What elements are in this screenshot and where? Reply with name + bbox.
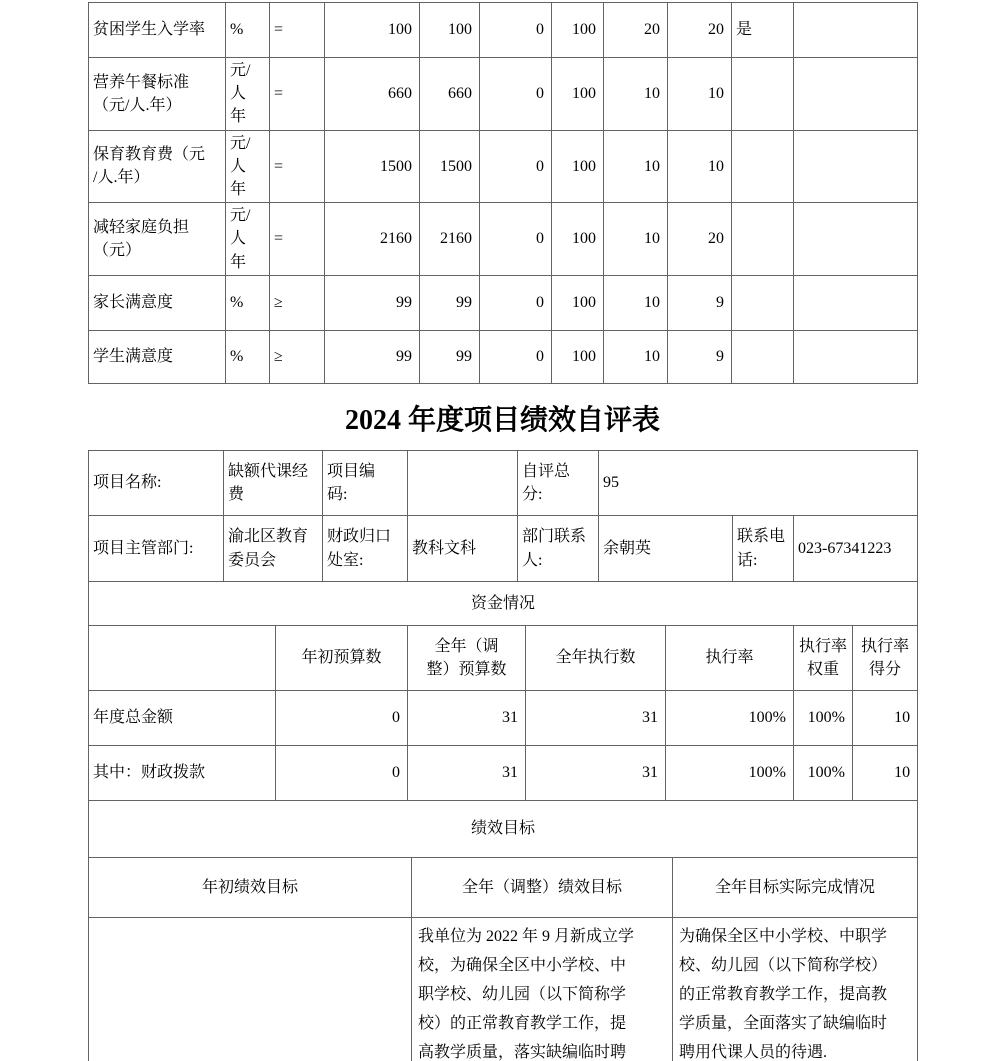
- self-eval-table: [88, 450, 918, 1061]
- indicator-label: 保育教育费（元 /人.年）: [89, 130, 226, 203]
- table-cell: [732, 203, 794, 276]
- table-cell: 100: [552, 130, 604, 203]
- table-row: [89, 275, 918, 330]
- table-cell: 20: [668, 3, 732, 58]
- table-cell: 10: [668, 58, 732, 131]
- table-cell: 10: [604, 275, 668, 330]
- table-cell: 10: [604, 330, 668, 383]
- dept-label: 项目主管部门:: [89, 516, 224, 582]
- phone-value: 023-67341223: [794, 516, 918, 582]
- table-cell: [732, 330, 794, 383]
- project-name-value: 缺额代课经 费: [224, 451, 323, 516]
- funding-section-title: 资金情况: [89, 582, 918, 626]
- table-cell: 99: [325, 275, 420, 330]
- table-row: [89, 516, 918, 582]
- table-cell: 9: [668, 275, 732, 330]
- project-code-value: [408, 451, 518, 516]
- table-row: [89, 130, 918, 203]
- table-cell: 100%: [794, 691, 853, 746]
- table-cell: [794, 330, 918, 383]
- table-cell: [794, 275, 918, 330]
- table-cell: 20: [604, 3, 668, 58]
- column-header: 全年目标实际完成情况: [673, 858, 918, 918]
- table-cell: 10: [604, 203, 668, 276]
- table-cell: 0: [480, 330, 552, 383]
- table-row: [89, 858, 918, 918]
- table-cell: 0: [480, 3, 552, 58]
- table-cell: 1500: [325, 130, 420, 203]
- project-info-table: [88, 450, 918, 582]
- column-header: 全年（调整）绩效目标: [412, 858, 673, 918]
- table-cell: 10: [853, 691, 918, 746]
- indicator-unit: %: [226, 330, 270, 383]
- table-row: [89, 918, 918, 1061]
- table-cell: 是: [732, 3, 794, 58]
- table-cell: 99: [420, 330, 480, 383]
- table-cell: 31: [408, 691, 526, 746]
- table-cell: 100: [552, 3, 604, 58]
- adjusted-goal-cell: 我单位为 2022 年 9 月新成立学 校，为确保全区中小学校、中 职学校、幼儿园（以下简称学 校）的正常教育教学工作，提 高教学质量，落实缺编临时聘: [412, 918, 673, 1061]
- table-cell: 20: [668, 203, 732, 276]
- self-score-label: 自评总 分:: [518, 451, 599, 516]
- column-header: 全年执行数: [526, 626, 666, 691]
- table-cell: 2160: [325, 203, 420, 276]
- contact-label: 部门联系 人:: [518, 516, 599, 582]
- indicator-operator: ≥: [270, 330, 325, 383]
- table-cell: 0: [276, 691, 408, 746]
- table-cell: 10: [853, 746, 918, 801]
- phone-label: 联系电 话:: [733, 516, 794, 582]
- table-cell: 100%: [666, 691, 794, 746]
- finance-office-value: 教科文科: [408, 516, 518, 582]
- indicator-operator: =: [270, 130, 325, 203]
- indicator-unit: %: [226, 3, 270, 58]
- indicator-unit: 元/人 年: [226, 58, 270, 131]
- column-header: 年初预算数: [276, 626, 408, 691]
- column-header: 执行率 权重: [794, 626, 853, 691]
- goals-table: [88, 800, 918, 1061]
- table-cell: 31: [526, 746, 666, 801]
- actual-completion-cell: 为确保全区中小学校、中职学 校、幼儿园（以下简称学校） 的正常教育教学工作，提高教 学质量，全面落实了缺编临时 聘用代课人员的待遇.: [673, 918, 918, 1061]
- project-name-label: 项目名称:: [89, 451, 224, 516]
- table-row: [89, 582, 918, 626]
- table-row: [89, 203, 918, 276]
- table-cell: 0: [276, 746, 408, 801]
- funding-row-label: 其中：财政拨款: [89, 746, 276, 801]
- column-header: 年初绩效目标: [89, 858, 412, 918]
- table-cell: 99: [325, 330, 420, 383]
- indicator-table: [88, 2, 918, 384]
- indicator-unit: %: [226, 275, 270, 330]
- table-cell: 1500: [420, 130, 480, 203]
- table-cell: [732, 130, 794, 203]
- table-cell: 660: [420, 58, 480, 131]
- table-cell: 2160: [420, 203, 480, 276]
- table-row: [89, 801, 918, 858]
- project-code-label: 项目编 码:: [323, 451, 408, 516]
- table-cell: 660: [325, 58, 420, 131]
- indicator-operator: =: [270, 203, 325, 276]
- indicator-label: 贫困学生入学率: [89, 3, 226, 58]
- self-score-value: 95: [599, 451, 918, 516]
- table-cell: [732, 275, 794, 330]
- table-cell: 99: [420, 275, 480, 330]
- table-cell: 9: [668, 330, 732, 383]
- page-title: 2024 年度项目绩效自评表: [344, 405, 660, 436]
- table-cell: 0: [480, 275, 552, 330]
- table-cell: 100: [552, 203, 604, 276]
- indicator-label: 营养午餐标准 （元/人.年）: [89, 58, 226, 131]
- indicator-label: 减轻家庭负担 （元）: [89, 203, 226, 276]
- table-cell: 0: [480, 203, 552, 276]
- table-cell: 10: [668, 130, 732, 203]
- table-cell: 100: [325, 3, 420, 58]
- table-row: [89, 746, 918, 801]
- indicator-label: 家长满意度: [89, 275, 226, 330]
- goals-section-title: 绩效目标: [89, 801, 918, 858]
- table-cell: 100%: [794, 746, 853, 801]
- column-header: 执行率 得分: [853, 626, 918, 691]
- funding-row-label: 年度总金额: [89, 691, 276, 746]
- dept-value: 渝北区教育 委员会: [224, 516, 323, 582]
- table-cell: 100: [552, 330, 604, 383]
- funding-table: [88, 581, 918, 801]
- table-cell: [732, 58, 794, 131]
- column-header: 全年（调 整）预算数: [408, 626, 526, 691]
- table-row: [89, 691, 918, 746]
- table-cell: 31: [408, 746, 526, 801]
- finance-office-label: 财政归口 处室:: [323, 516, 408, 582]
- table-cell: [794, 58, 918, 131]
- table-cell: 100: [552, 275, 604, 330]
- indicator-unit: 元/人 年: [226, 130, 270, 203]
- column-header: [89, 626, 276, 691]
- table-row: [89, 3, 918, 58]
- table-cell: 0: [480, 130, 552, 203]
- column-header: 执行率: [666, 626, 794, 691]
- table-cell: [794, 3, 918, 58]
- initial-goal-cell: [89, 918, 412, 1061]
- contact-value: 余朝英: [599, 516, 733, 582]
- table-cell: 100%: [666, 746, 794, 801]
- indicator-unit: 元/人 年: [226, 203, 270, 276]
- table-cell: 31: [526, 691, 666, 746]
- table-cell: 0: [480, 58, 552, 131]
- indicator-operator: ≥: [270, 275, 325, 330]
- table-cell: [794, 203, 918, 276]
- table-cell: 100: [552, 58, 604, 131]
- table-cell: 10: [604, 58, 668, 131]
- table-cell: 100: [420, 3, 480, 58]
- table-row: [89, 330, 918, 383]
- table-row: [89, 626, 918, 691]
- table-cell: 10: [604, 130, 668, 203]
- table-cell: [794, 130, 918, 203]
- indicator-label: 学生满意度: [89, 330, 226, 383]
- indicator-operator: =: [270, 58, 325, 131]
- table-row: [89, 451, 918, 516]
- table-row: [89, 58, 918, 131]
- indicator-operator: =: [270, 3, 325, 58]
